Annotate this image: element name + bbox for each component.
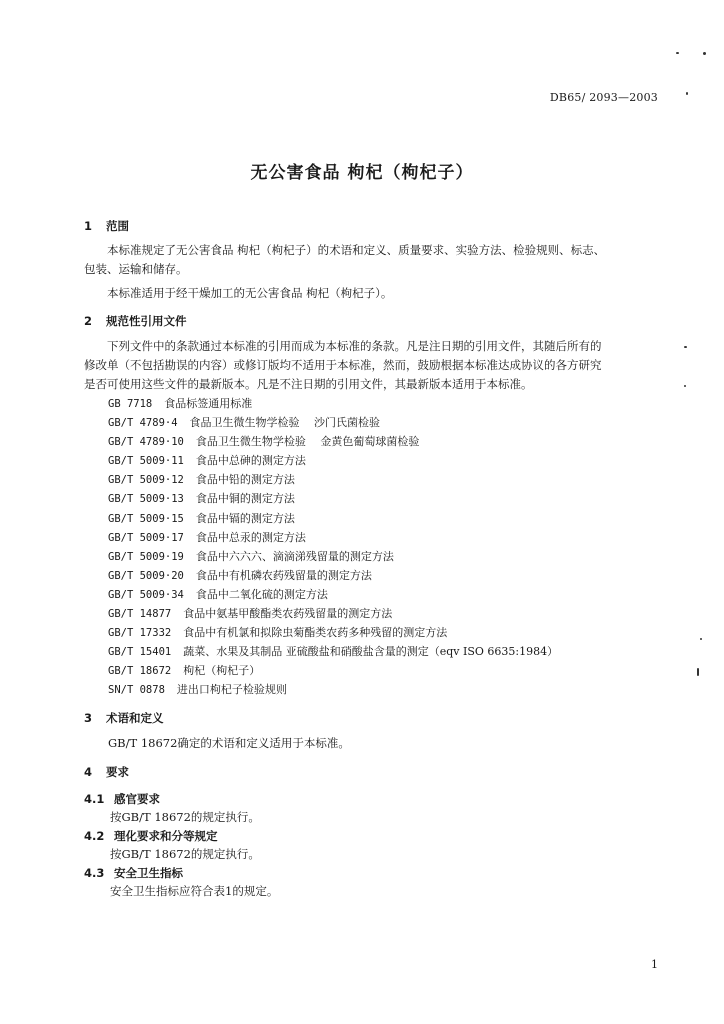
reference-item [108,585,558,604]
scan-speck [700,638,702,640]
reference-item [108,451,558,470]
reference-title: 食品中二氧化硫的测定方法 [195,587,328,601]
reference-item [108,413,558,432]
refs-intro-line-1: 下列文件中的条款通过本标准的引用而成为本标准的条款。凡是注日期的引用文件，其随后所有的 [107,339,602,353]
refs-intro-line-3: 是否可使用这些文件的最新版本。凡是不注日期的引用文件，其最新版本适用于本标准。 [84,377,533,391]
subsection-title: 感官要求 [114,792,160,806]
reference-title: 枸杞（枸杞子） [183,664,261,678]
reference-item [108,566,558,585]
subsection-4-2-heading [84,828,218,844]
normative-references-list [108,394,558,700]
subsection-4-2-text: 按GB/T 18672的规定执行。 [110,847,260,861]
section-4-heading [84,764,129,780]
reference-code: GB/T 14877 [108,608,172,621]
reference-title: 蔬菜、水果及其制品 亚硫酸盐和硝酸盐含量的测定（eqv ISO 6635:1984） [183,645,559,659]
subsection-number: 4.2 [84,829,105,843]
reference-title: 食品中氨基甲酸酯类农药残留量的测定方法 [183,607,393,621]
reference-item [108,642,558,661]
reference-title: 进出口枸杞子检验规则 [176,683,287,697]
reference-code: GB/T 5009·17 [108,531,184,544]
reference-title: 食品中镉的测定方法 [195,511,295,525]
reference-code: GB/T 5009·15 [108,512,184,525]
subsection-4-1-text: 按GB/T 18672的规定执行。 [110,810,260,824]
reference-item [108,623,558,642]
section-number: 1 [84,219,93,233]
scope-paragraph-line-2: 包装、运输和储存。 [84,262,188,276]
subsection-number: 4.1 [84,792,105,806]
reference-code: GB/T 15401 [108,646,172,659]
section-number: 4 [84,765,93,779]
section-title: 要求 [106,765,129,779]
reference-code: GB/T 18672 [108,665,172,678]
reference-code: GB/T 5009·19 [108,550,184,563]
reference-title: 食品标签通用标准 [164,397,253,410]
subsection-4-3-heading [84,865,183,881]
subsection-title: 理化要求和分等规定 [114,829,218,843]
reference-title: 食品卫生微生物学检验 沙门氏菌检验 [189,416,381,430]
reference-code: GB/T 5009·13 [108,493,184,506]
reference-title: 食品中六六六、滴滴涕残留量的测定方法 [195,549,394,563]
reference-code: GB/T 5009·20 [108,569,184,582]
section-title: 范围 [106,219,129,233]
scan-speck [684,346,687,348]
reference-title: 食品中有机氯和拟除虫菊酯类农药多种残留的测定方法 [183,626,448,640]
section-number: 2 [84,314,93,328]
reference-code: GB 7718 [108,398,153,410]
reference-code: GB/T 5009·12 [108,474,184,487]
refs-intro-line-2: 修改单（不包括勘误的内容）或修订版均不适用于本标准，然而，鼓励根据本标准达成协议的各方研究 [84,358,602,372]
standard-code: DB65/ 2093—2003 [549,91,658,104]
scan-speck [684,385,686,387]
reference-item [108,547,558,566]
section-title: 术语和定义 [106,711,164,725]
scan-speck [686,92,688,95]
subsection-title: 安全卫生指标 [114,866,183,880]
reference-title: 食品中总砷的测定方法 [195,454,306,468]
reference-item [108,604,558,623]
reference-item [108,528,558,547]
reference-item [108,489,558,508]
section-3-heading [84,710,164,726]
reference-code: GB/T 17332 [108,627,172,640]
reference-item [108,432,558,451]
subsection-number: 4.3 [84,866,105,880]
section-title: 规范性引用文件 [106,314,187,328]
scope-paragraph-2: 本标准适用于经干燥加工的无公害食品 枸杞（枸杞子）。 [107,286,393,300]
section-number: 3 [84,711,93,725]
reference-item [108,661,558,680]
reference-code: GB/T 4789·4 [108,417,178,430]
reference-title: 食品中铅的测定方法 [195,473,295,487]
scan-speck [697,668,699,676]
page-number: 1 [651,958,658,971]
reference-item [108,394,558,413]
reference-item [108,680,558,699]
section-2-heading [84,313,187,329]
reference-title: 食品中总汞的测定方法 [195,530,306,544]
reference-code: GB/T 4789·10 [108,436,184,449]
scan-speck [703,52,706,55]
subsection-4-3-text: 安全卫生指标应符合表1的规定。 [110,884,279,898]
reference-code: SN/T 0878 [108,684,165,697]
scope-paragraph-line-1: 本标准规定了无公害食品 枸杞（枸杞子）的术语和定义、质量要求、实验方法、检验规则、标志、 [107,243,606,257]
reference-title: 食品中铜的测定方法 [195,492,295,506]
reference-item [108,509,558,528]
subsection-4-1-heading [84,791,160,807]
scan-speck [676,52,679,54]
section-1-heading [84,218,129,234]
reference-item [108,470,558,489]
terms-paragraph: GB/T 18672确定的术语和定义适用于本标准。 [108,736,350,750]
document-title: 无公害食品 枸杞（枸杞子） [250,163,474,183]
reference-code: GB/T 5009·11 [108,455,184,468]
reference-code: GB/T 5009·34 [108,588,184,601]
reference-title: 食品卫生微生物学检验 金黄色葡萄球菌检验 [195,435,420,449]
reference-title: 食品中有机磷农药残留量的测定方法 [195,568,372,582]
